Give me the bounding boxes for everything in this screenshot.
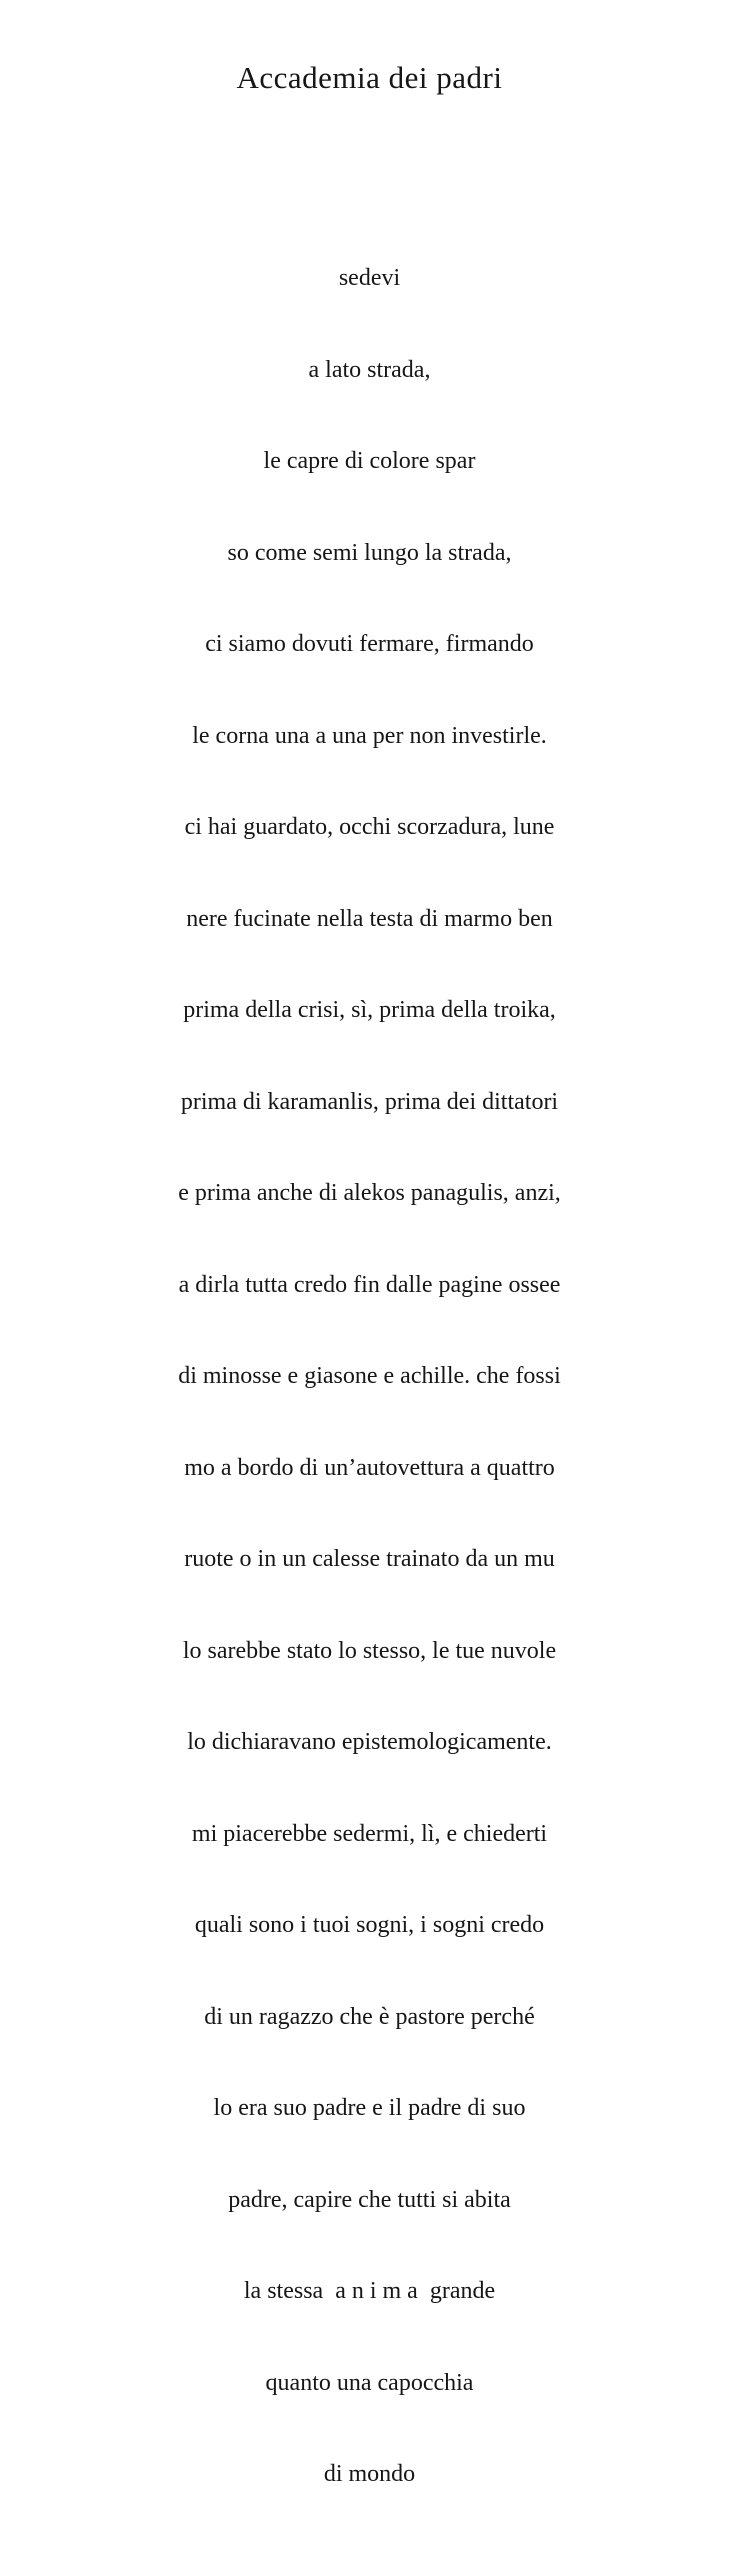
- poem-line: di mondo: [323, 2461, 416, 2487]
- poem-line: mo a bordo di un’autovettura a quattro: [184, 1454, 555, 1481]
- poem-line: quali sono i tuoi sogni, i sogni credo: [194, 1912, 545, 1938]
- poem-line: prima della crisi, sì, prima della troika,: [183, 997, 556, 1023]
- poem-line: di minosse e giasone e achille. che fossi: [178, 1363, 561, 1389]
- poem-line: lo dichiaravano epistemologicamente.: [187, 1729, 552, 1755]
- poem-line: e prima anche di alekos panagulis, anzi,: [178, 1180, 561, 1206]
- poem-line: lo sarebbe stato lo stesso, le tue nuvole: [182, 1637, 557, 1664]
- poem-line: sedevi: [338, 265, 401, 291]
- poem-line: ci siamo dovuti fermare, firmando: [205, 631, 534, 657]
- poem-line: la stessa a n i m a grande: [243, 2278, 496, 2304]
- poem-line: ruote o in un calesse trainato da un mu: [184, 1546, 555, 1572]
- poem-line: padre, capire che tutti si abita: [228, 2186, 511, 2213]
- poem-line: le corna una a una per non investirle.: [192, 722, 547, 749]
- poem-line: di un ragazzo che è pastore perché: [204, 2003, 535, 2030]
- poem-body: [0, 202, 739, 2551]
- poem-line: lo era suo padre e il padre di suo: [213, 2095, 526, 2121]
- poem-line: mi piacerebbe sedermi, lì, e chiederti: [191, 1820, 548, 1847]
- poem-line: prima di karamanlis, prima dei dittatori: [180, 1088, 559, 1115]
- poem-line: nere fucinate nella testa di marmo ben: [186, 905, 553, 932]
- poem-line: ci hai guardato, occhi scorzadura, lune: [184, 814, 555, 840]
- poem-line: quanto una capocchia: [265, 2369, 474, 2396]
- poem-line: le capre di colore spar: [263, 448, 476, 474]
- poem-line: a lato strada,: [308, 356, 431, 383]
- poem-line: a dirla tutta credo fin dalle pagine ossee: [178, 1271, 561, 1298]
- poem-line: so come semi lungo la strada,: [227, 539, 512, 566]
- poem-title: Accademia dei padri: [236, 60, 503, 95]
